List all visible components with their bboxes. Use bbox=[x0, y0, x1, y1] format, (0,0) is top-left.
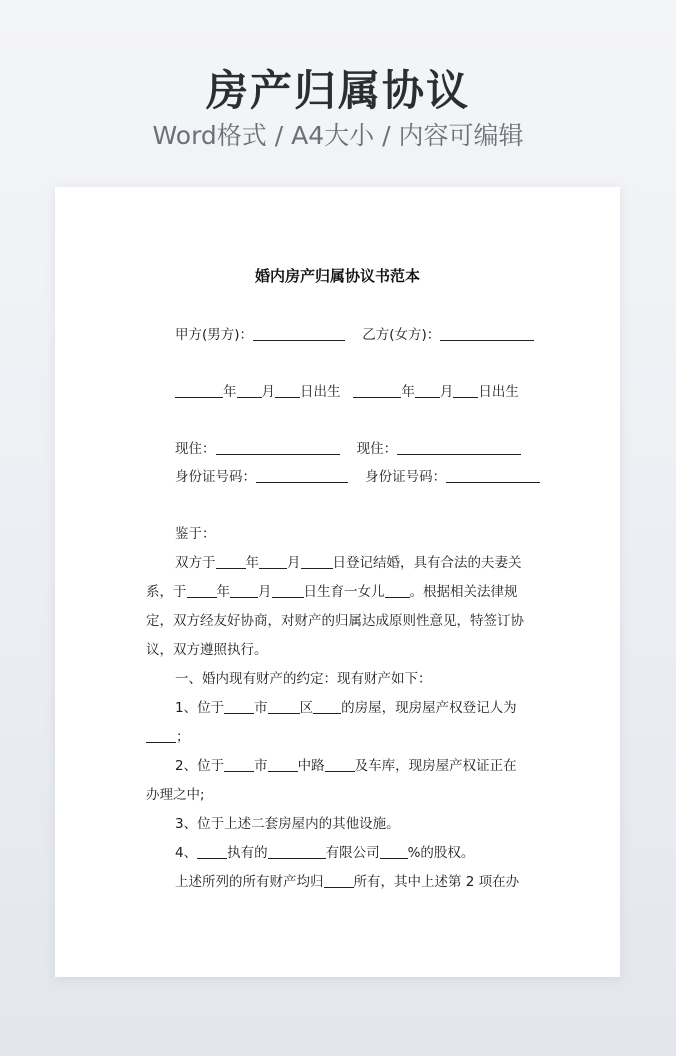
item1-address-blank[interactable] bbox=[313, 699, 341, 714]
text-run: 的房屋，现房屋产权登记人为 bbox=[341, 700, 517, 716]
item1-city-blank[interactable] bbox=[224, 699, 254, 714]
party-line bbox=[175, 325, 534, 345]
birth-month-blank[interactable] bbox=[230, 583, 258, 598]
item2-city-blank[interactable] bbox=[224, 757, 254, 772]
birth-line bbox=[175, 382, 519, 402]
born-label: 日出生 bbox=[478, 384, 519, 400]
item4-percent-blank[interactable] bbox=[380, 844, 408, 859]
text-run: 。根据相关法律规 bbox=[409, 584, 518, 600]
text-run: 2、位于 bbox=[175, 758, 225, 774]
item-line: 办理之中; bbox=[146, 787, 205, 803]
item-line bbox=[146, 727, 190, 747]
id-a-label: 身份证号码： bbox=[175, 469, 256, 485]
birth-a-day-blank[interactable] bbox=[275, 383, 300, 398]
daughter-name-blank[interactable] bbox=[385, 583, 410, 598]
text-run: 1、位于 bbox=[175, 700, 225, 716]
paragraph-line: 议，双方遵照执行。 bbox=[146, 642, 268, 658]
paragraph-line bbox=[175, 872, 519, 892]
party-a-blank[interactable] bbox=[253, 326, 345, 341]
item1-district-blank[interactable] bbox=[268, 699, 300, 714]
party-b-blank[interactable] bbox=[440, 326, 534, 341]
text-run: 区 bbox=[299, 700, 314, 716]
address-a-blank[interactable] bbox=[216, 440, 340, 455]
address-a-label: 现住： bbox=[175, 441, 216, 457]
page-heading: 房产归属协议 bbox=[205, 66, 470, 115]
text-run: 日登记结婚，具有合法的夫妻关 bbox=[332, 555, 522, 571]
text-run: 上述所列的所有财产均归 bbox=[175, 874, 324, 890]
birth-a-year-blank[interactable] bbox=[175, 383, 223, 398]
year-label: 年 bbox=[223, 384, 237, 400]
text-run: 系，于 bbox=[146, 584, 187, 600]
text-run: 年 bbox=[216, 584, 230, 600]
marriage-month-blank[interactable] bbox=[259, 554, 287, 569]
id-b-label: 身份证号码： bbox=[365, 469, 447, 485]
item-line bbox=[175, 843, 474, 863]
item1-owner-blank[interactable] bbox=[146, 728, 176, 743]
party-a-label: 甲方(男方)： bbox=[175, 327, 254, 343]
paragraph-line bbox=[146, 582, 518, 602]
item2-number-blank[interactable] bbox=[325, 757, 355, 772]
text-run: 有限公司 bbox=[325, 845, 380, 861]
birth-day-blank[interactable] bbox=[272, 583, 304, 598]
document-title: 婚内房产归属协议书范本 bbox=[254, 267, 420, 285]
paragraph-line: 定，双方经友好协商，对财产的归属达成原则性意见，特签订协 bbox=[146, 613, 524, 629]
text-run: %的股权。 bbox=[407, 845, 475, 861]
item-line: 3、位于上述二套房屋内的其他设施。 bbox=[175, 816, 400, 832]
text-run: 中路 bbox=[297, 758, 325, 774]
id-line bbox=[175, 467, 540, 487]
party-b-label: 乙方(女方)： bbox=[362, 327, 441, 343]
birth-b-year-blank[interactable] bbox=[353, 383, 401, 398]
text-run: 日生育一女儿 bbox=[303, 584, 385, 600]
birth-b-month-blank[interactable] bbox=[415, 383, 440, 398]
id-b-blank[interactable] bbox=[446, 468, 540, 483]
item-line bbox=[175, 756, 517, 776]
text-run: 月 bbox=[287, 555, 301, 571]
whereas-label: 鉴于： bbox=[175, 526, 216, 542]
section-heading: 一、婚内现有财产的约定：现有财产如下： bbox=[175, 671, 432, 687]
text-run: 市 bbox=[254, 700, 268, 716]
text-run: 年 bbox=[245, 555, 259, 571]
owner-blank[interactable] bbox=[324, 873, 354, 888]
birth-b-day-blank[interactable] bbox=[453, 383, 478, 398]
marriage-year-blank[interactable] bbox=[216, 554, 246, 569]
item-line bbox=[175, 698, 517, 718]
text-run: 执有的 bbox=[227, 845, 268, 861]
marriage-day-blank[interactable] bbox=[301, 554, 333, 569]
address-b-blank[interactable] bbox=[397, 440, 521, 455]
born-label: 日出生 bbox=[300, 384, 341, 400]
text-run: 4、 bbox=[175, 845, 198, 861]
text-run: 双方于 bbox=[175, 555, 216, 571]
birth-year-blank[interactable] bbox=[187, 583, 217, 598]
text-run: 及车库，现房屋产权证正在 bbox=[354, 758, 517, 774]
text-run: 月 bbox=[258, 584, 272, 600]
page-subheading: Word格式 / A4大小 / 内容可编辑 bbox=[152, 121, 524, 150]
address-b-label: 现住： bbox=[356, 441, 398, 457]
item4-company-blank[interactable] bbox=[268, 844, 326, 859]
month-label: 月 bbox=[261, 384, 275, 400]
paragraph-line bbox=[175, 553, 522, 573]
birth-a-month-blank[interactable] bbox=[237, 383, 262, 398]
item4-holder-blank[interactable] bbox=[197, 844, 227, 859]
text-run: ； bbox=[176, 729, 190, 745]
item2-road-blank[interactable] bbox=[268, 757, 298, 772]
text-run: 所有，其中上述第 2 项在办 bbox=[353, 874, 520, 890]
document-page bbox=[55, 187, 620, 977]
address-line bbox=[175, 439, 521, 459]
text-run: 市 bbox=[254, 758, 268, 774]
year-label: 年 bbox=[401, 384, 415, 400]
month-label: 月 bbox=[439, 384, 454, 400]
id-a-blank[interactable] bbox=[256, 468, 348, 483]
